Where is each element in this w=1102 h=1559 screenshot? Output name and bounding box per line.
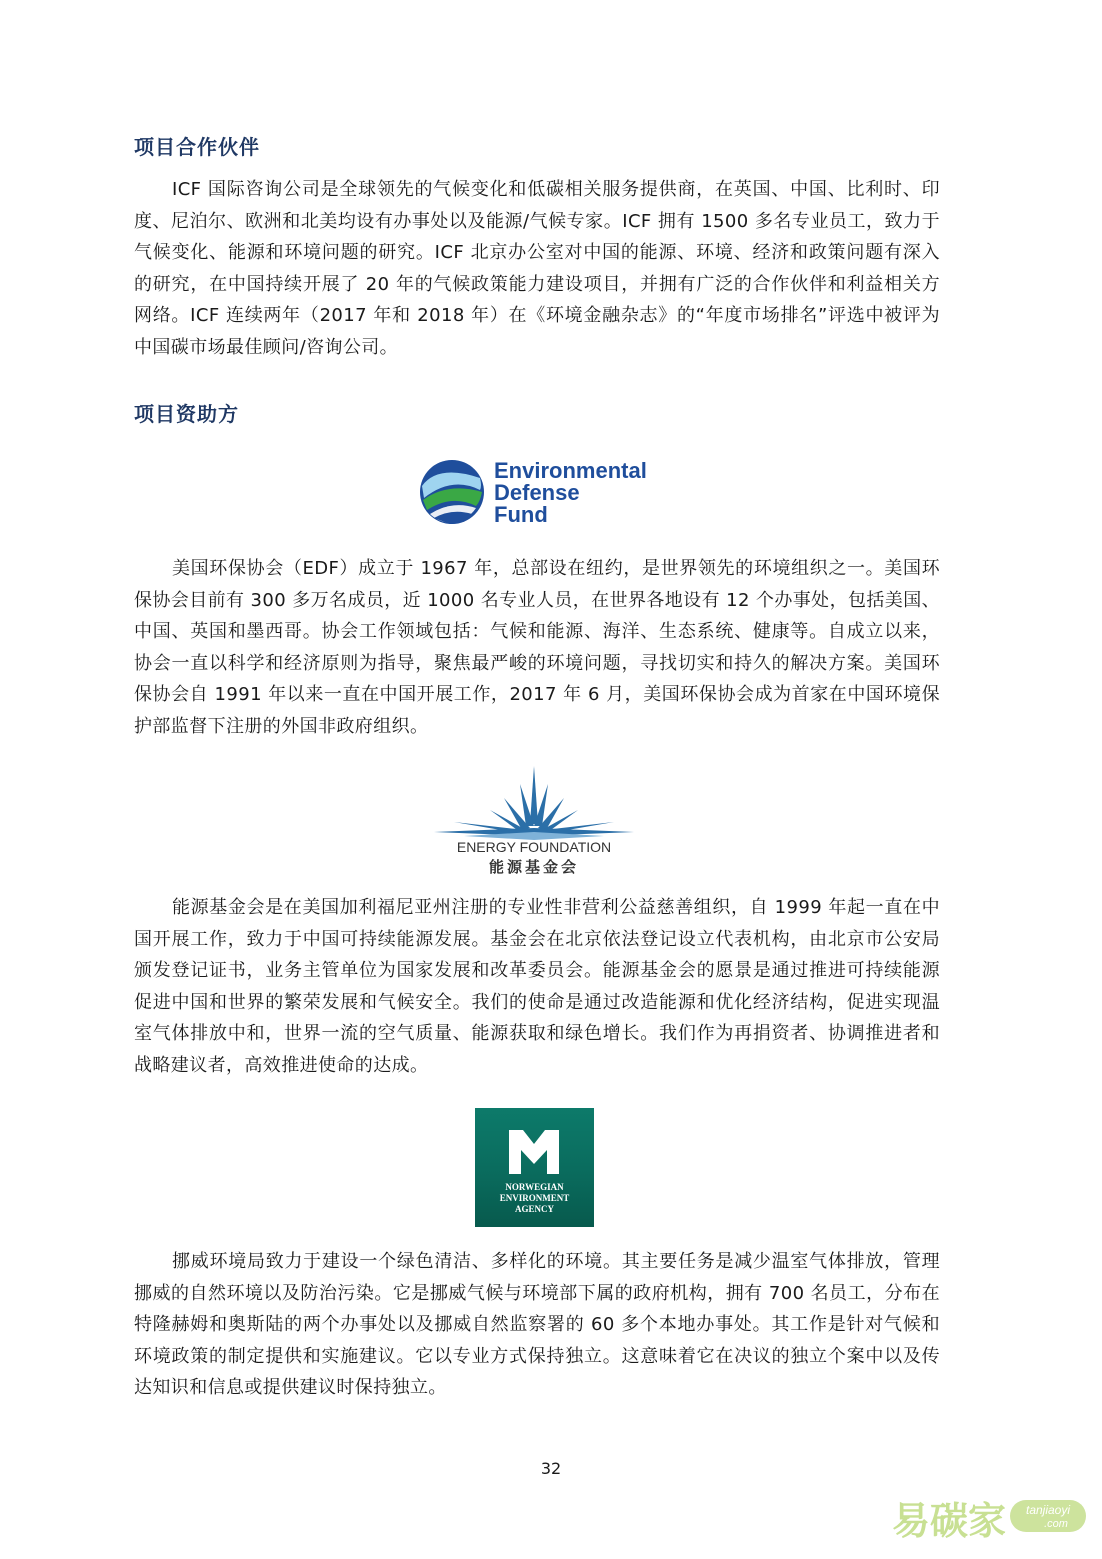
watermark-domain: .com — [1044, 1518, 1068, 1530]
energy-foundation-logo — [434, 764, 634, 880]
nea-logo-line-2: ENVIRONMENT — [499, 1193, 570, 1203]
edf-logo-line-1: Environmental — [494, 458, 647, 483]
watermark-brand-cn: 易碳家 — [892, 1499, 1007, 1543]
edf-logo-line-2: Defense — [494, 480, 580, 505]
energy-foundation-paragraph: 能源基金会是在美国加利福尼亚州注册的专业性非营利公益慈善组织，自 1999 年起一直在中国开展工作，致力于中国可持续能源发展。基金会在北京依法登记设立代表机构，由北京市公安局颁发登记证书，业务主管单位为国家发展和改革委员会。能源基金会的愿景是通过推进可持续能源促进中国和世界的繁荣发展和气候安全。我们的使命是通过改造能源和优化经济结构，促进实现温室气体排放中和，世界一流的空气质量、能源获取和绿色增长。我们作为再捐资者、协调推进者和战略建议者，高效推进使命的达成。 — [134, 897, 940, 1076]
page-number: 32 — [540, 1459, 562, 1478]
watermark-url: tanjiaoyi — [1025, 1503, 1071, 1517]
ef-logo-en: ENERGY FOUNDATION — [456, 839, 612, 855]
edf-logo — [418, 456, 658, 528]
edf-paragraph: 美国环保协会（EDF）成立于 1967 年，总部设在纽约，是世界领先的环境组织之一。美国环保协会目前有 300 多万名成员，近 1000 名专业人员，在世界各地设有 12 个办事处，包括美国、中国、英国和墨西哥。协会工作领域包括：气候和能源、海洋、生态系统、健康等。自成立以来，协会一直以科学和经济原则为指导，聚焦最严峻的环境问题，寻找切实和持久的解决方案。美国环保协会自 1991 年以来一直在中国开展工作，2017 年 6 月，美国环保协会成为首家在中国环境保护部监督下注册的外国非政府组织。 — [134, 558, 940, 737]
starburst-icon — [434, 766, 634, 840]
ef-logo-cn: 能源基金会 — [488, 858, 580, 876]
watermark-logo — [890, 1486, 1090, 1546]
edf-logo-line-3: Fund — [494, 502, 548, 527]
nea-logo-line-1: NORWEGIAN — [505, 1182, 564, 1192]
edf-globe-icon — [420, 460, 484, 524]
funders-heading: 项目资助方 — [134, 402, 239, 426]
partner-paragraph: ICF 国际咨询公司是全球领先的气候变化和低碳相关服务提供商，在英国、中国、比利时、印度、尼泊尔、欧洲和北美均设有办事处以及能源/气候专家。ICF 拥有 1500 多名专业员工，致力于气候变化、能源和环境问题的研究。ICF 北京办公室对中国的能源、环境、经济和政策问题有深入的研究，在中国持续开展了 20 年的气候政策能力建设项目，并拥有广泛的合作伙伴和利益相关方网络。ICF 连续两年（2017 年和 2018 年）在《环境金融杂志》的“年度市场排名”评选中被评为中国碳市场最佳顾问/咨询公司。 — [134, 179, 940, 358]
nea-m-icon — [509, 1130, 559, 1174]
partner-heading: 项目合作伙伴 — [134, 135, 260, 159]
nea-logo — [475, 1108, 594, 1227]
nea-logo-line-3: AGENCY — [514, 1204, 555, 1214]
nea-paragraph: 挪威环境局致力于建设一个绿色清洁、多样化的环境。其主要任务是减少温室气体排放，管理挪威的自然环境以及防治污染。它是挪威气候与环境部下属的政府机构，拥有 700 名员工，分布在特隆赫姆和奥斯陆的两个办事处以及挪威自然监察署的 60 多个本地办事处。其工作是针对气候和环境政策的制定提供和实施建议。它以专业方式保持独立。这意味着它在决议的独立个案中以及传达知识和信息或提供建议时保持独立。 — [134, 1251, 940, 1398]
